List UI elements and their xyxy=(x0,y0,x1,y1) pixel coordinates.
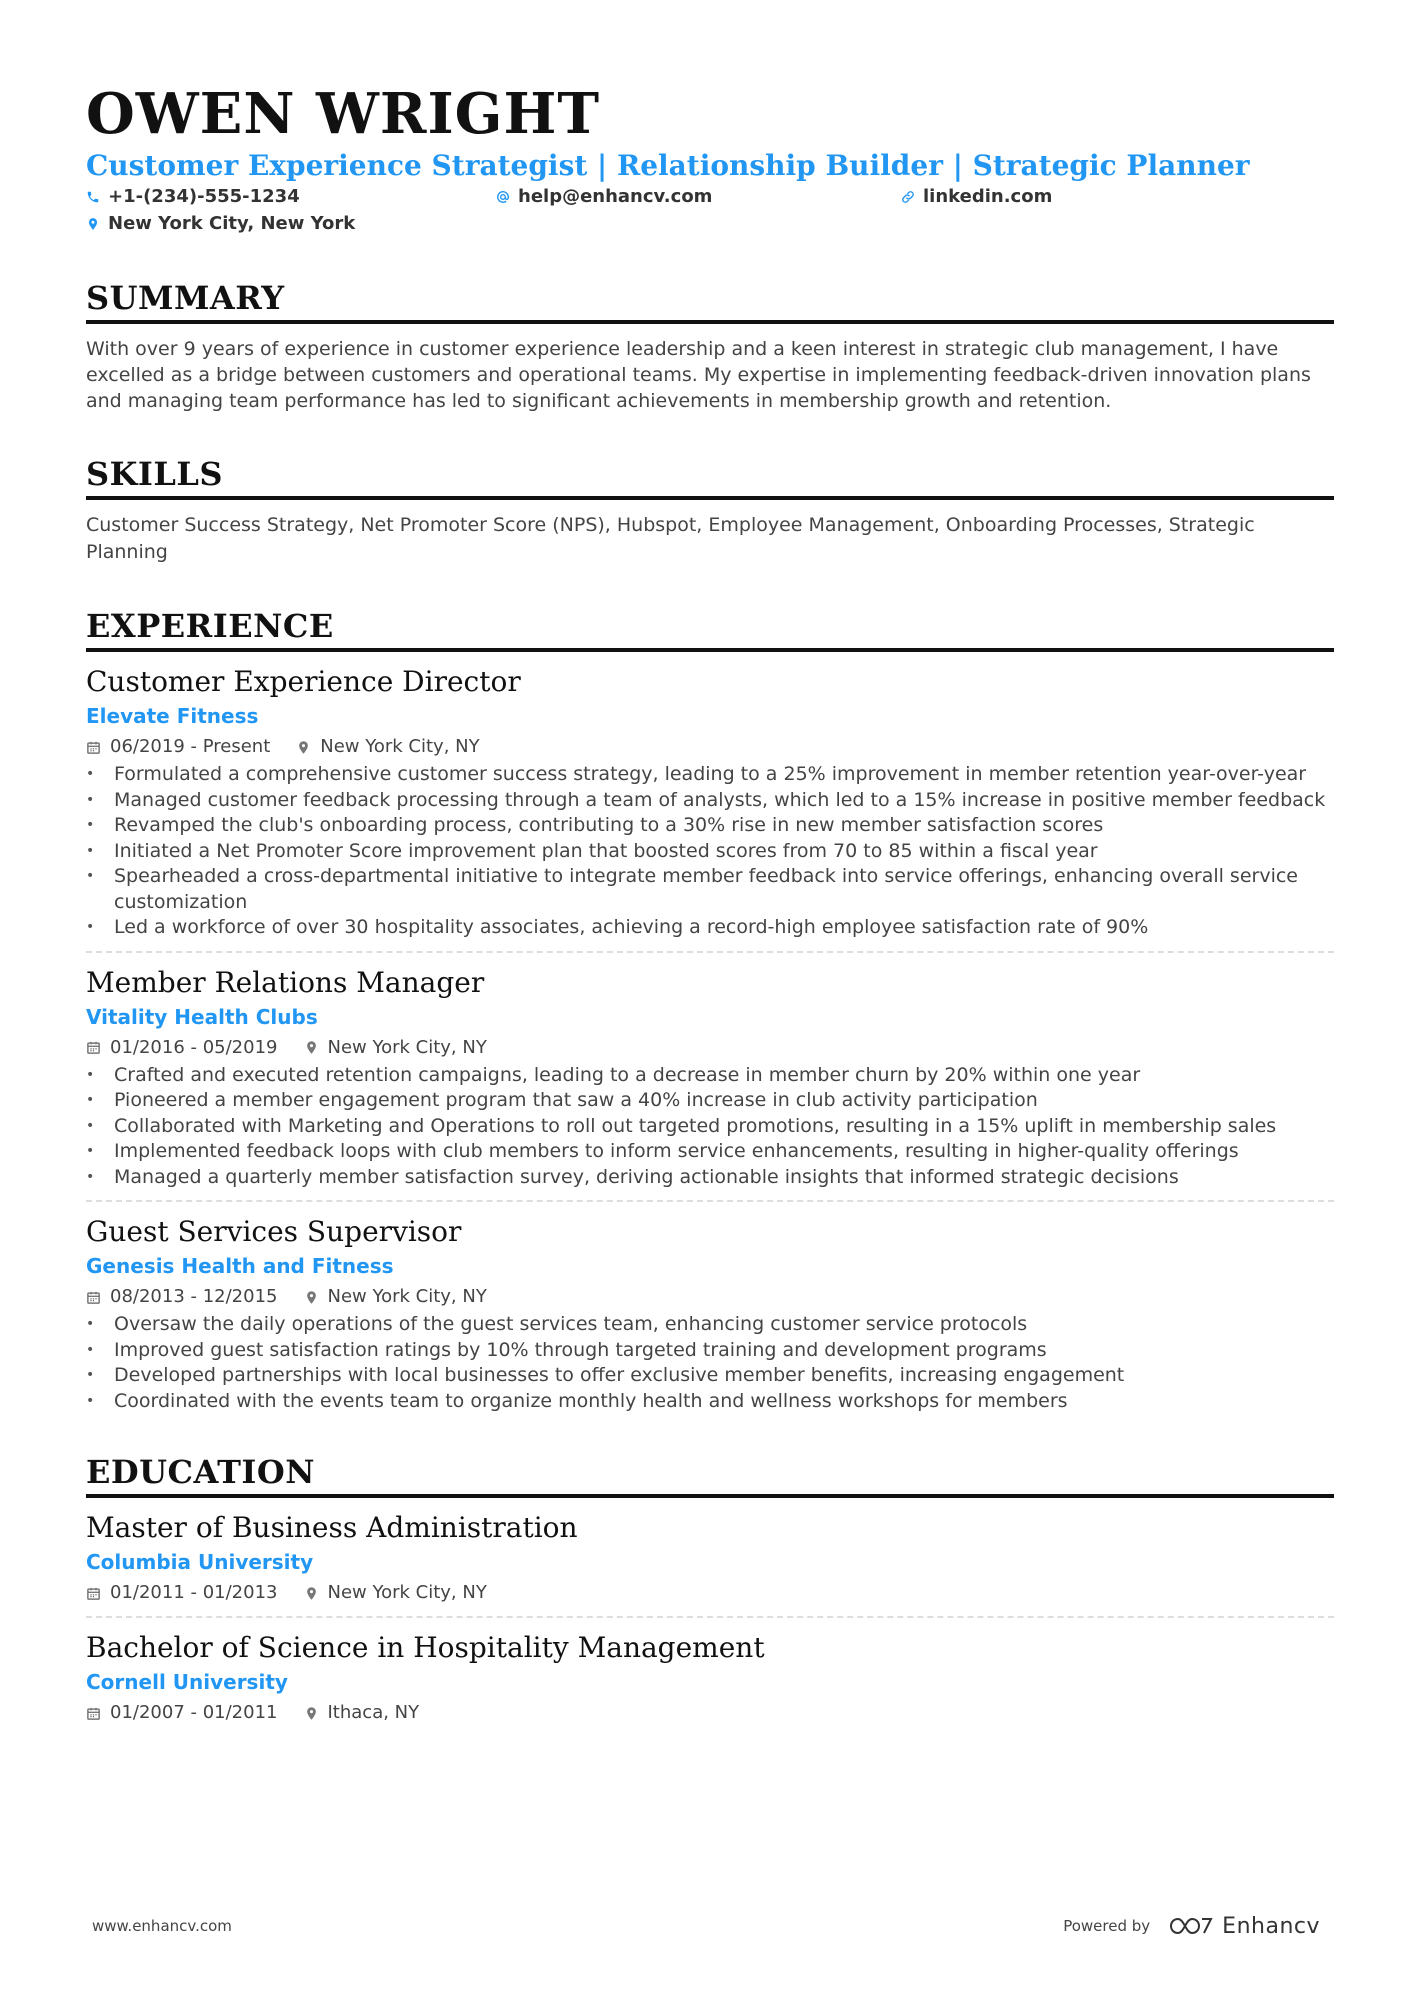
contact-linkedin-text: linkedin.com xyxy=(923,186,1053,207)
skills-section xyxy=(86,454,1334,566)
list-item: • Coordinated with the events team to organize monthly health and wellness workshops for members xyxy=(86,1389,1334,1415)
experience-entry xyxy=(86,953,1334,1203)
education-dates: 01/2011 - 01/2013 xyxy=(110,1582,278,1603)
company-name: Elevate Fitness xyxy=(86,704,259,728)
link-icon xyxy=(901,190,915,204)
list-item: • Pioneered a member engagement program that saw a 40% increase in club activity participation xyxy=(86,1088,1334,1114)
company-name: Genesis Health and Fitness xyxy=(86,1254,394,1278)
calendar-icon xyxy=(86,1706,101,1721)
education-meta xyxy=(86,1580,1334,1606)
contact-info xyxy=(86,186,1334,242)
job-location: New York City, NY xyxy=(327,1036,487,1058)
job-meta xyxy=(86,1284,1334,1310)
list-item: • Managed a quarterly member satisfaction survey, deriving actionable insights that informed strategic decisions xyxy=(86,1165,1334,1191)
contact-email[interactable] xyxy=(496,186,712,207)
map-pin-icon xyxy=(304,1706,319,1721)
job-meta xyxy=(86,734,1334,760)
job-title: Member Relations Manager xyxy=(86,965,485,999)
contact-linkedin[interactable] xyxy=(901,186,1052,207)
skills-text: Customer Success Strategy, Net Promoter Score (NPS), Hubspot, Employee Management, Onboarding Processes, Strategic Planning xyxy=(86,514,1255,563)
calendar-icon xyxy=(86,1290,101,1305)
candidate-name: OWEN WRIGHT xyxy=(86,81,601,147)
list-item: • Formulated a comprehensive customer success strategy, leading to a 25% improvement in member retention year-over-year xyxy=(86,762,1334,788)
calendar-icon xyxy=(86,1040,101,1055)
enhancv-brand[interactable] xyxy=(1168,1914,1320,1939)
education-meta xyxy=(86,1700,1334,1726)
job-title: Guest Services Supervisor xyxy=(86,1215,462,1248)
job-dates: 08/2013 - 12/2015 xyxy=(110,1286,278,1307)
list-item: • Initiated a Net Promoter Score improvement plan that boosted scores from 70 to 85 within a fiscal year xyxy=(86,839,1334,865)
school-name: Columbia University xyxy=(86,1550,314,1574)
list-item: • Improved guest satisfaction ratings by 10% through targeted training and development programs xyxy=(86,1338,1334,1364)
section-title-skills: SKILLS xyxy=(86,454,1334,500)
map-pin-icon xyxy=(304,1586,319,1601)
powered-by xyxy=(1063,1914,1320,1939)
list-item: • Revamped the club's onboarding process, contributing to a 30% rise in new member satisfaction scores xyxy=(86,813,1334,839)
experience-entry xyxy=(86,652,1334,953)
job-dates: 01/2016 - 05/2019 xyxy=(110,1036,278,1058)
degree-title: Bachelor of Science in Hospitality Management xyxy=(86,1631,765,1664)
education-location: New York City, NY xyxy=(327,1582,487,1603)
at-sign-icon xyxy=(496,190,510,204)
section-title-summary: SUMMARY xyxy=(86,278,1334,324)
job-bullets xyxy=(86,1312,1334,1414)
list-item: • Spearheaded a cross-departmental initiative to integrate member feedback into service offerings, enhancing overall service customization xyxy=(86,864,1334,915)
summary-section xyxy=(86,278,1334,414)
education-dates: 01/2007 - 01/2011 xyxy=(110,1702,278,1723)
enhancv-logo-icon xyxy=(1168,1915,1214,1937)
map-pin-icon xyxy=(304,1040,319,1055)
list-item: • Managed customer feedback processing through a team of analysts, which led to a 15% increase in positive member feedback xyxy=(86,788,1334,814)
job-location: New York City, NY xyxy=(320,736,480,757)
school-name: Cornell University xyxy=(86,1670,288,1694)
job-bullets xyxy=(86,1063,1334,1191)
section-title-education: EDUCATION xyxy=(86,1452,1334,1498)
footer-website-link[interactable]: www.enhancv.com xyxy=(92,1917,232,1935)
job-bullets xyxy=(86,762,1334,941)
map-pin-icon xyxy=(86,217,100,231)
page-footer xyxy=(92,1910,1320,1942)
calendar-icon xyxy=(86,1586,101,1601)
list-item: • Oversaw the daily operations of the guest services team, enhancing customer service protocols xyxy=(86,1312,1334,1338)
calendar-icon xyxy=(86,740,101,755)
contact-phone-text: +1-(234)-555-1234 xyxy=(108,186,300,207)
contact-location-text: New York City, New York xyxy=(108,213,356,234)
list-item: • Collaborated with Marketing and Operations to roll out targeted promotions, resulting in a 15% uplift in membership sales xyxy=(86,1114,1334,1140)
map-pin-icon xyxy=(304,1290,319,1305)
job-title: Customer Experience Director xyxy=(86,665,521,698)
degree-title: Master of Business Administration xyxy=(86,1511,578,1544)
contact-location xyxy=(86,213,355,234)
phone-icon xyxy=(86,190,100,204)
education-section xyxy=(86,1452,1334,1736)
education-entry xyxy=(86,1618,1334,1736)
list-item: • Crafted and executed retention campaigns, leading to a decrease in member churn by 20% within one year xyxy=(86,1063,1334,1089)
section-title-experience: EXPERIENCE xyxy=(86,606,1334,652)
resume-page xyxy=(86,82,1334,1736)
experience-entry xyxy=(86,1202,1334,1424)
enhancv-brand-text: Enhancv xyxy=(1222,1913,1320,1939)
job-dates: 06/2019 - Present xyxy=(110,736,271,757)
job-location: New York City, NY xyxy=(327,1286,487,1307)
company-name: Vitality Health Clubs xyxy=(86,1004,318,1029)
list-item: • Led a workforce of over 30 hospitality associates, achieving a record-high employee satisfaction rate of 90% xyxy=(86,915,1334,941)
summary-text: With over 9 years of experience in customer experience leadership and a keen interest in strategic club management, I have excelled as a bridge between customers and operational teams. My expertise in implementing feedback-driven innovation plans and managing team performance has led to significant achievements in membership growth and retention. xyxy=(86,338,1311,412)
education-entry xyxy=(86,1498,1334,1618)
powered-by-label: Powered by xyxy=(1063,1917,1151,1935)
experience-section xyxy=(86,606,1334,1424)
map-pin-icon xyxy=(296,740,311,755)
list-item: • Implemented feedback loops with club members to inform service enhancements, resulting in higher-quality offerings xyxy=(86,1139,1334,1165)
education-location: Ithaca, NY xyxy=(327,1702,420,1723)
candidate-headline: Customer Experience Strategist | Relationship Builder | Strategic Planner xyxy=(86,149,1250,182)
contact-phone[interactable] xyxy=(86,186,300,207)
list-item: • Developed partnerships with local businesses to offer exclusive member benefits, increasing engagement xyxy=(86,1363,1334,1389)
job-meta xyxy=(86,1035,1334,1061)
contact-email-text: help@enhancv.com xyxy=(518,186,713,207)
